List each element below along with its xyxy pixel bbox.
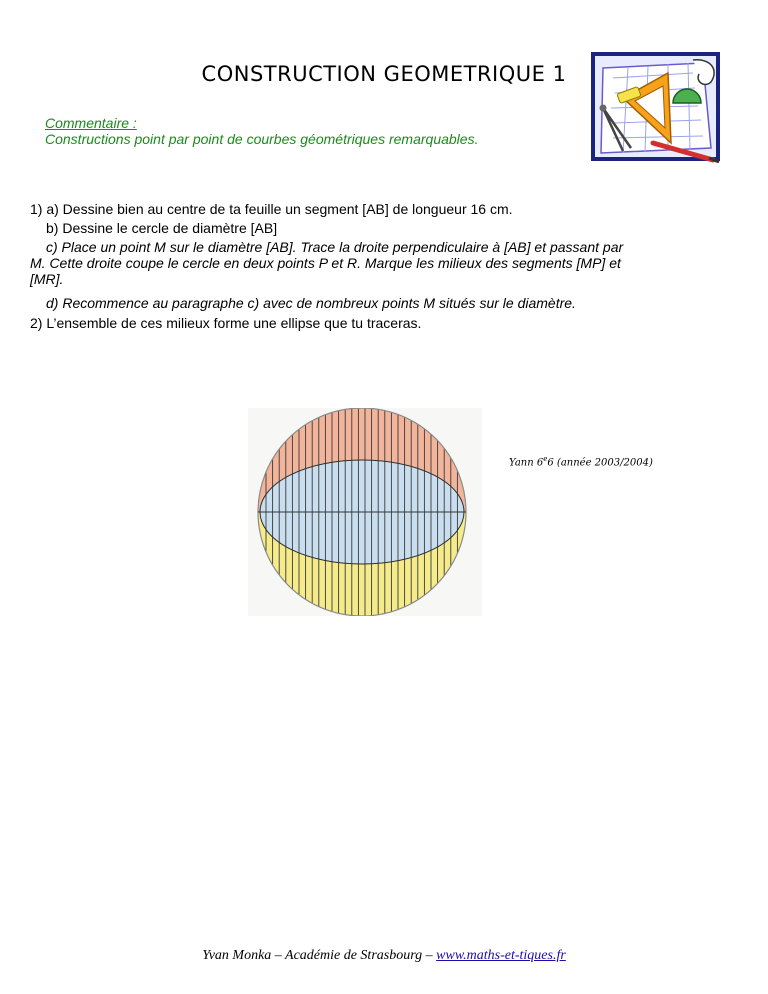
drawing-credit: Yann 6e6 (année 2003/2004) <box>509 455 653 469</box>
question-1b: b) Dessine le cercle de diamètre [AB] <box>46 220 278 236</box>
page-title: CONSTRUCTION GEOMETRIQUE 1 <box>201 62 567 86</box>
question-1a: 1) a) Dessine bien au centre de ta feuille un segment [AB] de longueur 16 cm. <box>30 201 513 217</box>
comment-text: Constructions point par point de courbes géométriques remarquables. <box>45 131 479 147</box>
comment-block <box>45 115 478 147</box>
question-1c-line1: c) Place un point M sur le diamètre [AB]. Trace la droite perpendiculaire à [AB] et passant par <box>46 239 624 255</box>
footer <box>0 948 768 964</box>
comment-label: Commentaire : <box>45 115 137 131</box>
footer-text: Yvan Monka – Académie de Strasbourg – <box>202 948 437 963</box>
ellipse-construction-drawing <box>248 408 482 616</box>
question-1c-line2: M. Cette droite coupe le cercle en deux points P et R. Marque les milieux des segments [MP] et <box>30 255 621 271</box>
question-2: 2) L’ensemble de ces milieux forme une ellipse que tu traceras. <box>30 315 422 331</box>
footer-link[interactable]: www.maths-et-tiques.fr <box>436 948 566 963</box>
geometry-tools-clipart-icon <box>583 48 725 163</box>
question-1d: d) Recommence au paragraphe c) avec de nombreux points M situés sur le diamètre. <box>46 295 576 311</box>
question-1c-line3: [MR]. <box>30 271 64 287</box>
